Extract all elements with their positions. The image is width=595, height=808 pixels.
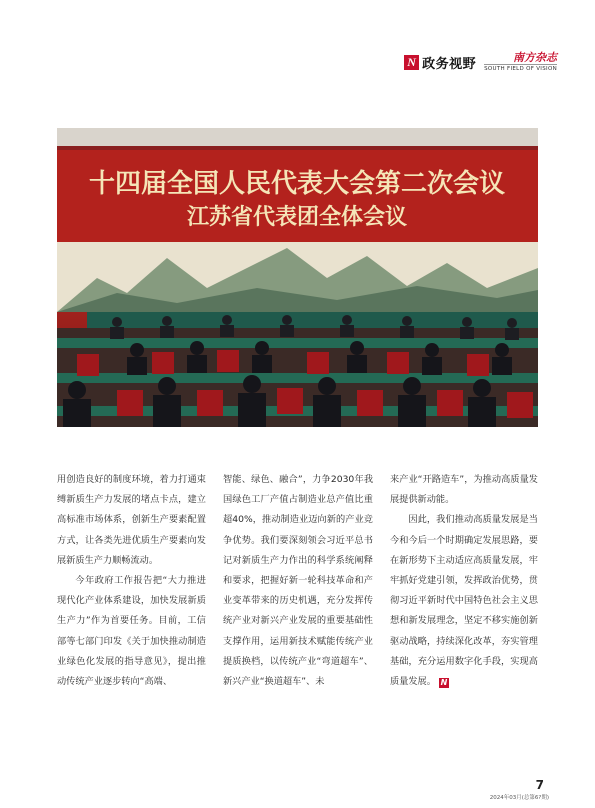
page-number: 7	[535, 778, 544, 792]
paragraph: 今年政府工作报告把“大力推进现代化产业体系建设，加快发展新质生产力”作为首要任务。目前，工信部等七部门印发《关于加快推动制造业绿色化发展的指导意见》，提出推动传统产业逐步转向“高端、	[57, 575, 206, 688]
paragraph-final	[390, 510, 538, 692]
issue-label: 2024年03月(总第6?期)	[489, 795, 549, 801]
article-column-3	[390, 470, 538, 692]
meeting-photo	[57, 128, 538, 427]
brand-block	[484, 52, 557, 73]
paragraph: 用创造良好的制度环境，着力打通束缚新质生产力发展的堵点卡点，建立高标准市场体系，创新生产要素配置方式，让各类先进优质生产要素向发展新质生产力顺畅流动。	[57, 474, 206, 566]
banner-line-2: 江苏省代表团全体会议	[186, 205, 408, 230]
brand-english: SOUTH FIELD OF VISION	[484, 65, 557, 72]
article-column-2	[223, 470, 373, 692]
section-title: 政务视野	[422, 56, 477, 72]
brand-name: 南方杂志	[513, 50, 557, 64]
end-mark-icon: N	[440, 678, 448, 688]
article-column-1	[57, 470, 206, 692]
paragraph: 智能、绿色、融合”，力争2030年我国绿色工厂产值占制造业总产值比重超40%，推动制造业迈向新的产业竞争优势。我们要深刻领会习近平总书记对新质生产力作出的科学系统阐释和要求，把握好新一轮科技革命和产业变革带来的历史机遇，充分发挥传统产业对新兴产业发展的重要基础性支撑作用，运用新技术赋能传统产业提质换档，以传统产业“弯道超车”、新兴产业“换道超车”、未	[223, 474, 373, 688]
paragraph-text: 因此，我们推动高质量发展是当今和今后一个时期确定发展思路，要在新形势下主动适应高质量发展，牢牢抓好党建引领，发挥政治优势，贯彻习近平新时代中国特色社会主义思想和新发展理念，坚定不移实施创新驱动战略，持续深化改革，夯实管理基础，充分运用数字化手段，实现高质量发展。	[390, 514, 538, 688]
paragraph: 来产业“开路造车”，为推动高质量发展提供新动能。	[390, 474, 538, 506]
masthead	[404, 50, 557, 74]
banner-line-1: 十四届全国人民代表大会第二次会议	[88, 169, 506, 199]
magazine-logo-icon: N	[404, 55, 419, 70]
